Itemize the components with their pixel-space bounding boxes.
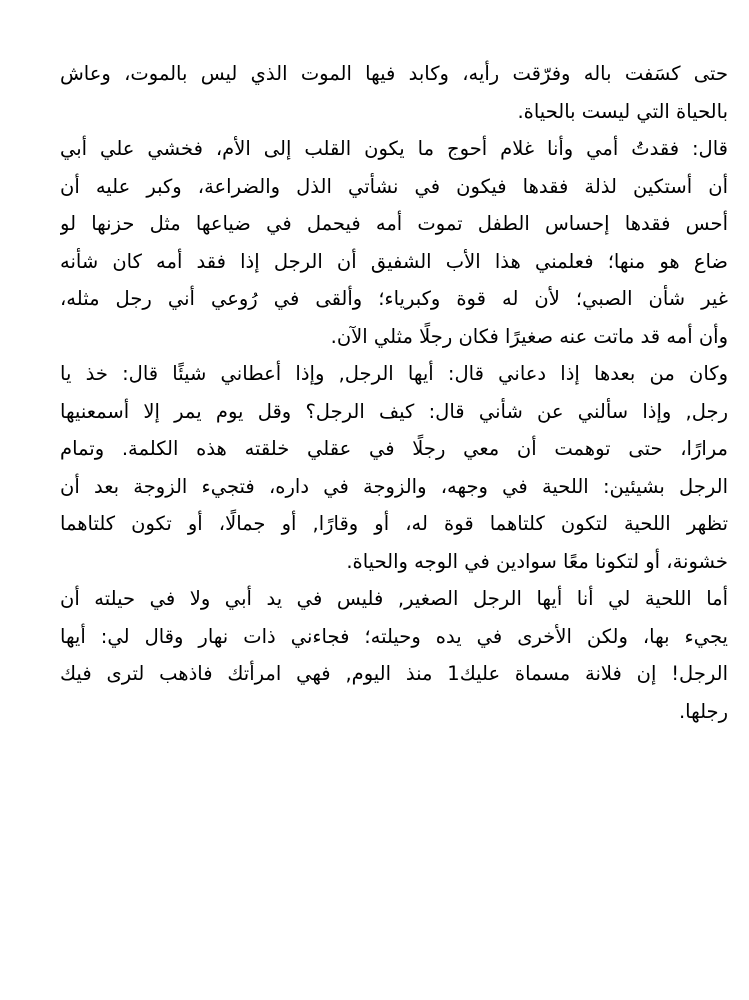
text-line: أن أستكين لذلة فقدها فيكون في نشأتي الذل والضراعة، وكبر عليه أن	[60, 174, 728, 198]
text-line: وكان من بعدها إذا دعاني قال: أيها الرجل, وإذا أعطاني شيئًا قال: خذ يا	[60, 362, 728, 385]
text-line: بالحياة التي ليست بالحياة.	[517, 99, 728, 123]
text-line: غير شأن الصبي؛ لأن له قوة وكبرياء؛ وألقى في رُوعي أني رجل مثله،	[60, 287, 728, 310]
text-line: خشونة، أو لتكونا معًا سوادين في الوجه والحياة.	[346, 549, 728, 573]
text-line: أحس فقدها إحساس الطفل تموت أمه فيحمل في ضياعها مثل حزنها لو	[60, 212, 728, 235]
text-line: ضاع هو منها؛ فعلمني هذا الأب الشفيق أن الرجل إذا فقد أمه كان شأنه	[60, 249, 728, 273]
document-body	[60, 55, 728, 730]
text-line: أما اللحية لي أنا أيها الرجل الصغير, فليس في يد أبي ولا في حيلته أن	[60, 587, 728, 610]
text-line: قال: فقدتُ أمي وأنا غلام أحوج ما يكون القلب إلى الأم، فخشي علي أبي	[60, 137, 728, 160]
text-line: الرجل بشيئين: اللحية في وجهه، والزوجة في داره، فتجيء الزوجة بعد أن	[60, 474, 728, 498]
text-line: الرجل! إن فلانة مسماة عليك1 منذ اليوم, فهي امرأتك فاذهب لترى فيك	[60, 662, 728, 685]
text-line: يجيء بها، ولكن الأخرى في يده وحيلته؛ فجاءني ذات نهار وقال لي: أيها	[60, 624, 728, 648]
text-line: رجلها.	[678, 699, 728, 723]
text-line: وأن أمه قد ماتت عنه صغيرًا فكان رجلًا مثلي الآن.	[330, 324, 728, 348]
text-line: تظهر اللحية لتكون كلتاهما قوة له، أو وقارًا, أو جمالًا، أو تكون كلتاهما	[60, 512, 728, 535]
text-line: حتى كسَفت باله وفرّقت رأيه، وكابد فيها الموت الذي ليس بالموت، وعاش	[60, 62, 728, 85]
text-line: رجل, وإذا سألني عن شأني قال: كيف الرجل؟ وقل يوم يمر إلا أسمعنيها	[60, 399, 728, 423]
text-line: مرارًا، حتى توهمت أن معي رجلًا في عقلي خلقته هذه الكلمة. وتمام	[60, 437, 728, 460]
